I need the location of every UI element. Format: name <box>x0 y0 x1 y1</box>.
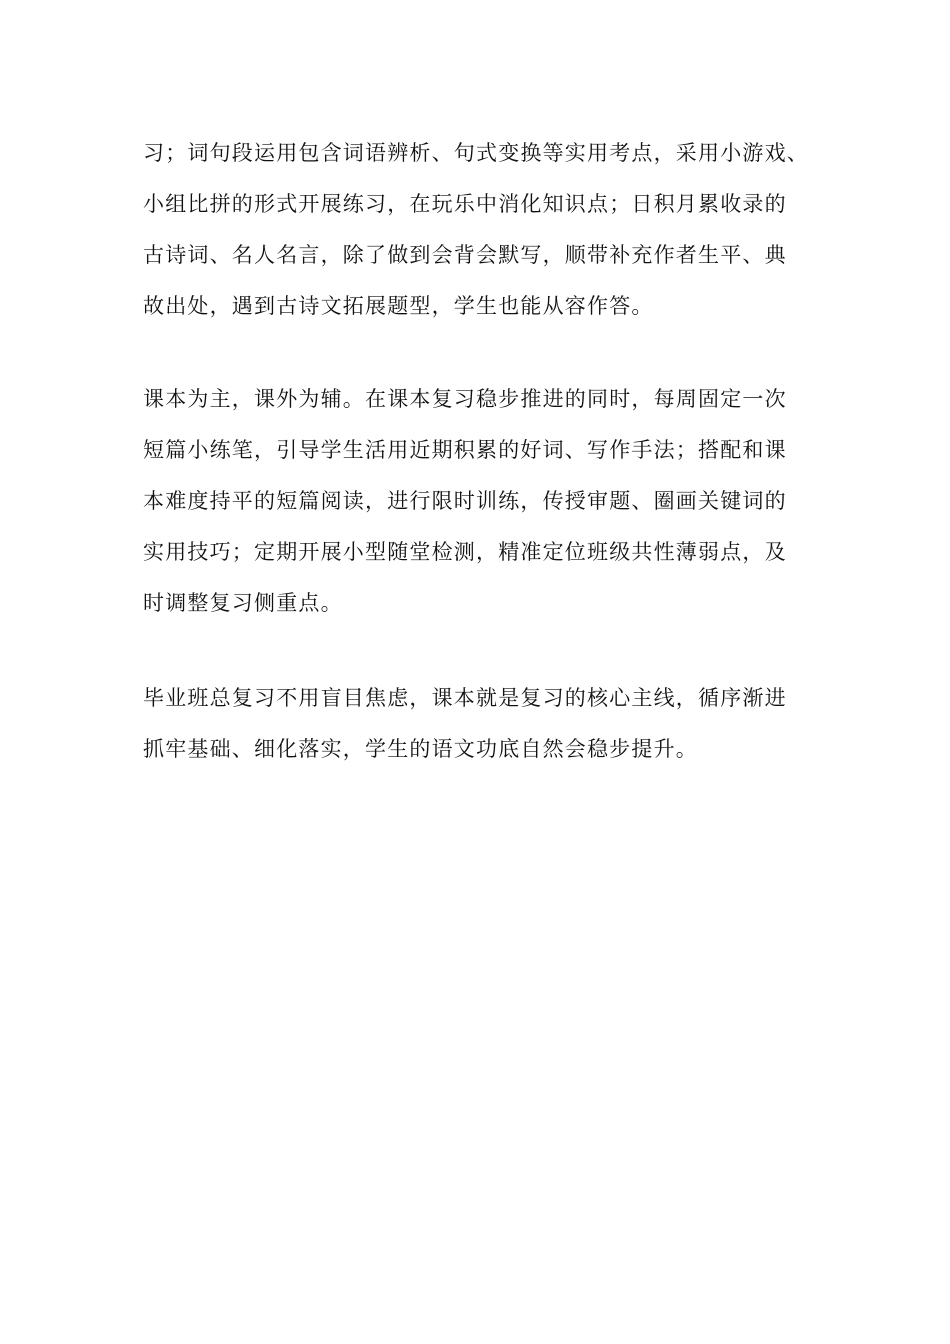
text-line: 课本为主，课外为辅。在课本复习稳步推进的同时，每周固定一次 <box>143 387 787 411</box>
text-line: 习；词句段运用包含词语辨析、句式变换等实用考点，采用小游戏、 <box>143 141 809 165</box>
text-line: 故出处，遇到古诗文拓展题型，学生也能从容作答。 <box>143 294 654 318</box>
text-line: 毕业班总复习不用盲目焦虑，课本就是复习的核心主线，循序渐进 <box>143 686 787 710</box>
paragraph-textbook-first <box>143 374 807 629</box>
text-line: 本难度持平的短篇阅读，进行限时训练，传授审题、圈画关键词的 <box>143 489 787 513</box>
paragraph-conclusion <box>143 673 807 775</box>
text-line: 短篇小练笔，引导学生活用近期积累的好词、写作手法；搭配和课 <box>143 438 787 462</box>
text-line: 抓牢基础、细化落实，学生的语文功底自然会稳步提升。 <box>143 737 698 761</box>
text-line: 小组比拼的形式开展练习，在玩乐中消化知识点；日积月累收录的 <box>143 192 787 216</box>
paragraph-review-methods <box>143 128 807 332</box>
text-line: 时调整复习侧重点。 <box>143 591 343 615</box>
text-line: 实用技巧；定期开展小型随堂检测，精准定位班级共性薄弱点，及 <box>143 540 787 564</box>
text-line: 古诗词、名人名言，除了做到会背会默写，顺带补充作者生平、典 <box>143 243 787 267</box>
